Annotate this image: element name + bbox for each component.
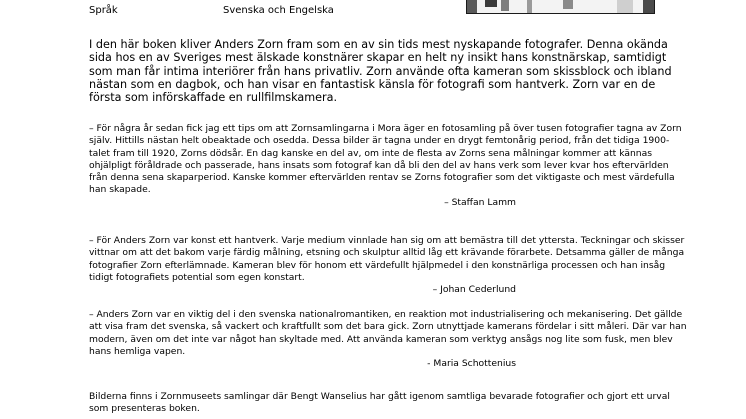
quote-author: - Maria Schottenius — [427, 358, 516, 370]
quote-text: – För Anders Zorn var konst ett hantverk. Varje medium vinnlade han sig om att bemästra till det yttersta. Teckningar och skisser vittnar om att det bakom varje färdig målning, etsning och skulptur alltid låg ett krävande förarbete. Detsamma gäller de många fotografier Zorn efterlämnade. Kameran blev för honom ett värdefullt hjälpmedel i den konstnärliga processen och han insåg tidigt fotografiets potential som egen konstart. — [89, 235, 685, 283]
cover-photo — [466, 0, 655, 14]
quote-staffan-lamm — [89, 123, 689, 209]
closing-paragraph: Bilderna finns i Zornmuseets samlingar där Bengt Wanselius har gått igenom samtliga bevarade fotografier och gjort ett urval som presenteras boken. — [89, 391, 670, 415]
quote-johan-cederlund — [89, 235, 689, 296]
cover-photo-image — [467, 0, 654, 13]
quote-text: – För några år sedan fick jag ett tips om att Zornsamlingarna i Mora äger en fotosamling på över tusen fotografier tagna av Zorn själv. Hittills nästan helt obeaktade och osedda. Dessa bilder är tagna under en drygt femtonårig period, från det tidiga 1900-talet fram till 1920, Zorns dödsår. En dag kanske en del av, om inte de flesta av Zorns sena målningar kommer att kännas ohjälpligt föråldrade och passerade, hans insats som fotograf kan då bli den del av hans verk som lever kvar hos eftervärlden från denna sena skaparperiod. Kanske kommer eftervärlden rentav se Zorns fotografier som det viktigaste och mest värdefulla han skapade. — [89, 123, 682, 196]
language-value: Svenska och Engelska — [223, 5, 334, 16]
quote-author: – Staffan Lamm — [444, 196, 516, 208]
language-row — [89, 3, 449, 19]
quote-author: – Johan Cederlund — [432, 284, 516, 296]
quote-text: – Anders Zorn var en viktig del i den svenska nationalromantiken, en reaktion mot industrialisering och mekanisering. Det gällde att visa fram det svenska, så vackert och kraftfullt som det bara gick. Zorn utnyttjade kamerans fördelar i sitt måleri. Där var han modern, även om det inte var något han skyltade med. Att använda kameran som verktyg ansågs nog lite som fusk, men blev hans hemliga vapen. — [89, 309, 687, 357]
language-label: Språk — [89, 5, 118, 16]
intro-paragraph: I den här boken kliver Anders Zorn fram som en av sin tids mest nyskapande fotografer. Denna okända sida hos en av Sveriges mest älskade konstnärer skapar en helt ny insikt hans konstnärskap, samtidigt som man får intima interiörer från hans privatliv. Zorn använde ofta kameran som skissblock och ibland nästan som en dagbok, och han visar en fantastisk känsla för fotografi som hantverk. Zorn var en de första som införskaffade en rullfilmskamera. — [89, 38, 672, 105]
quote-maria-schottenius — [89, 309, 689, 370]
